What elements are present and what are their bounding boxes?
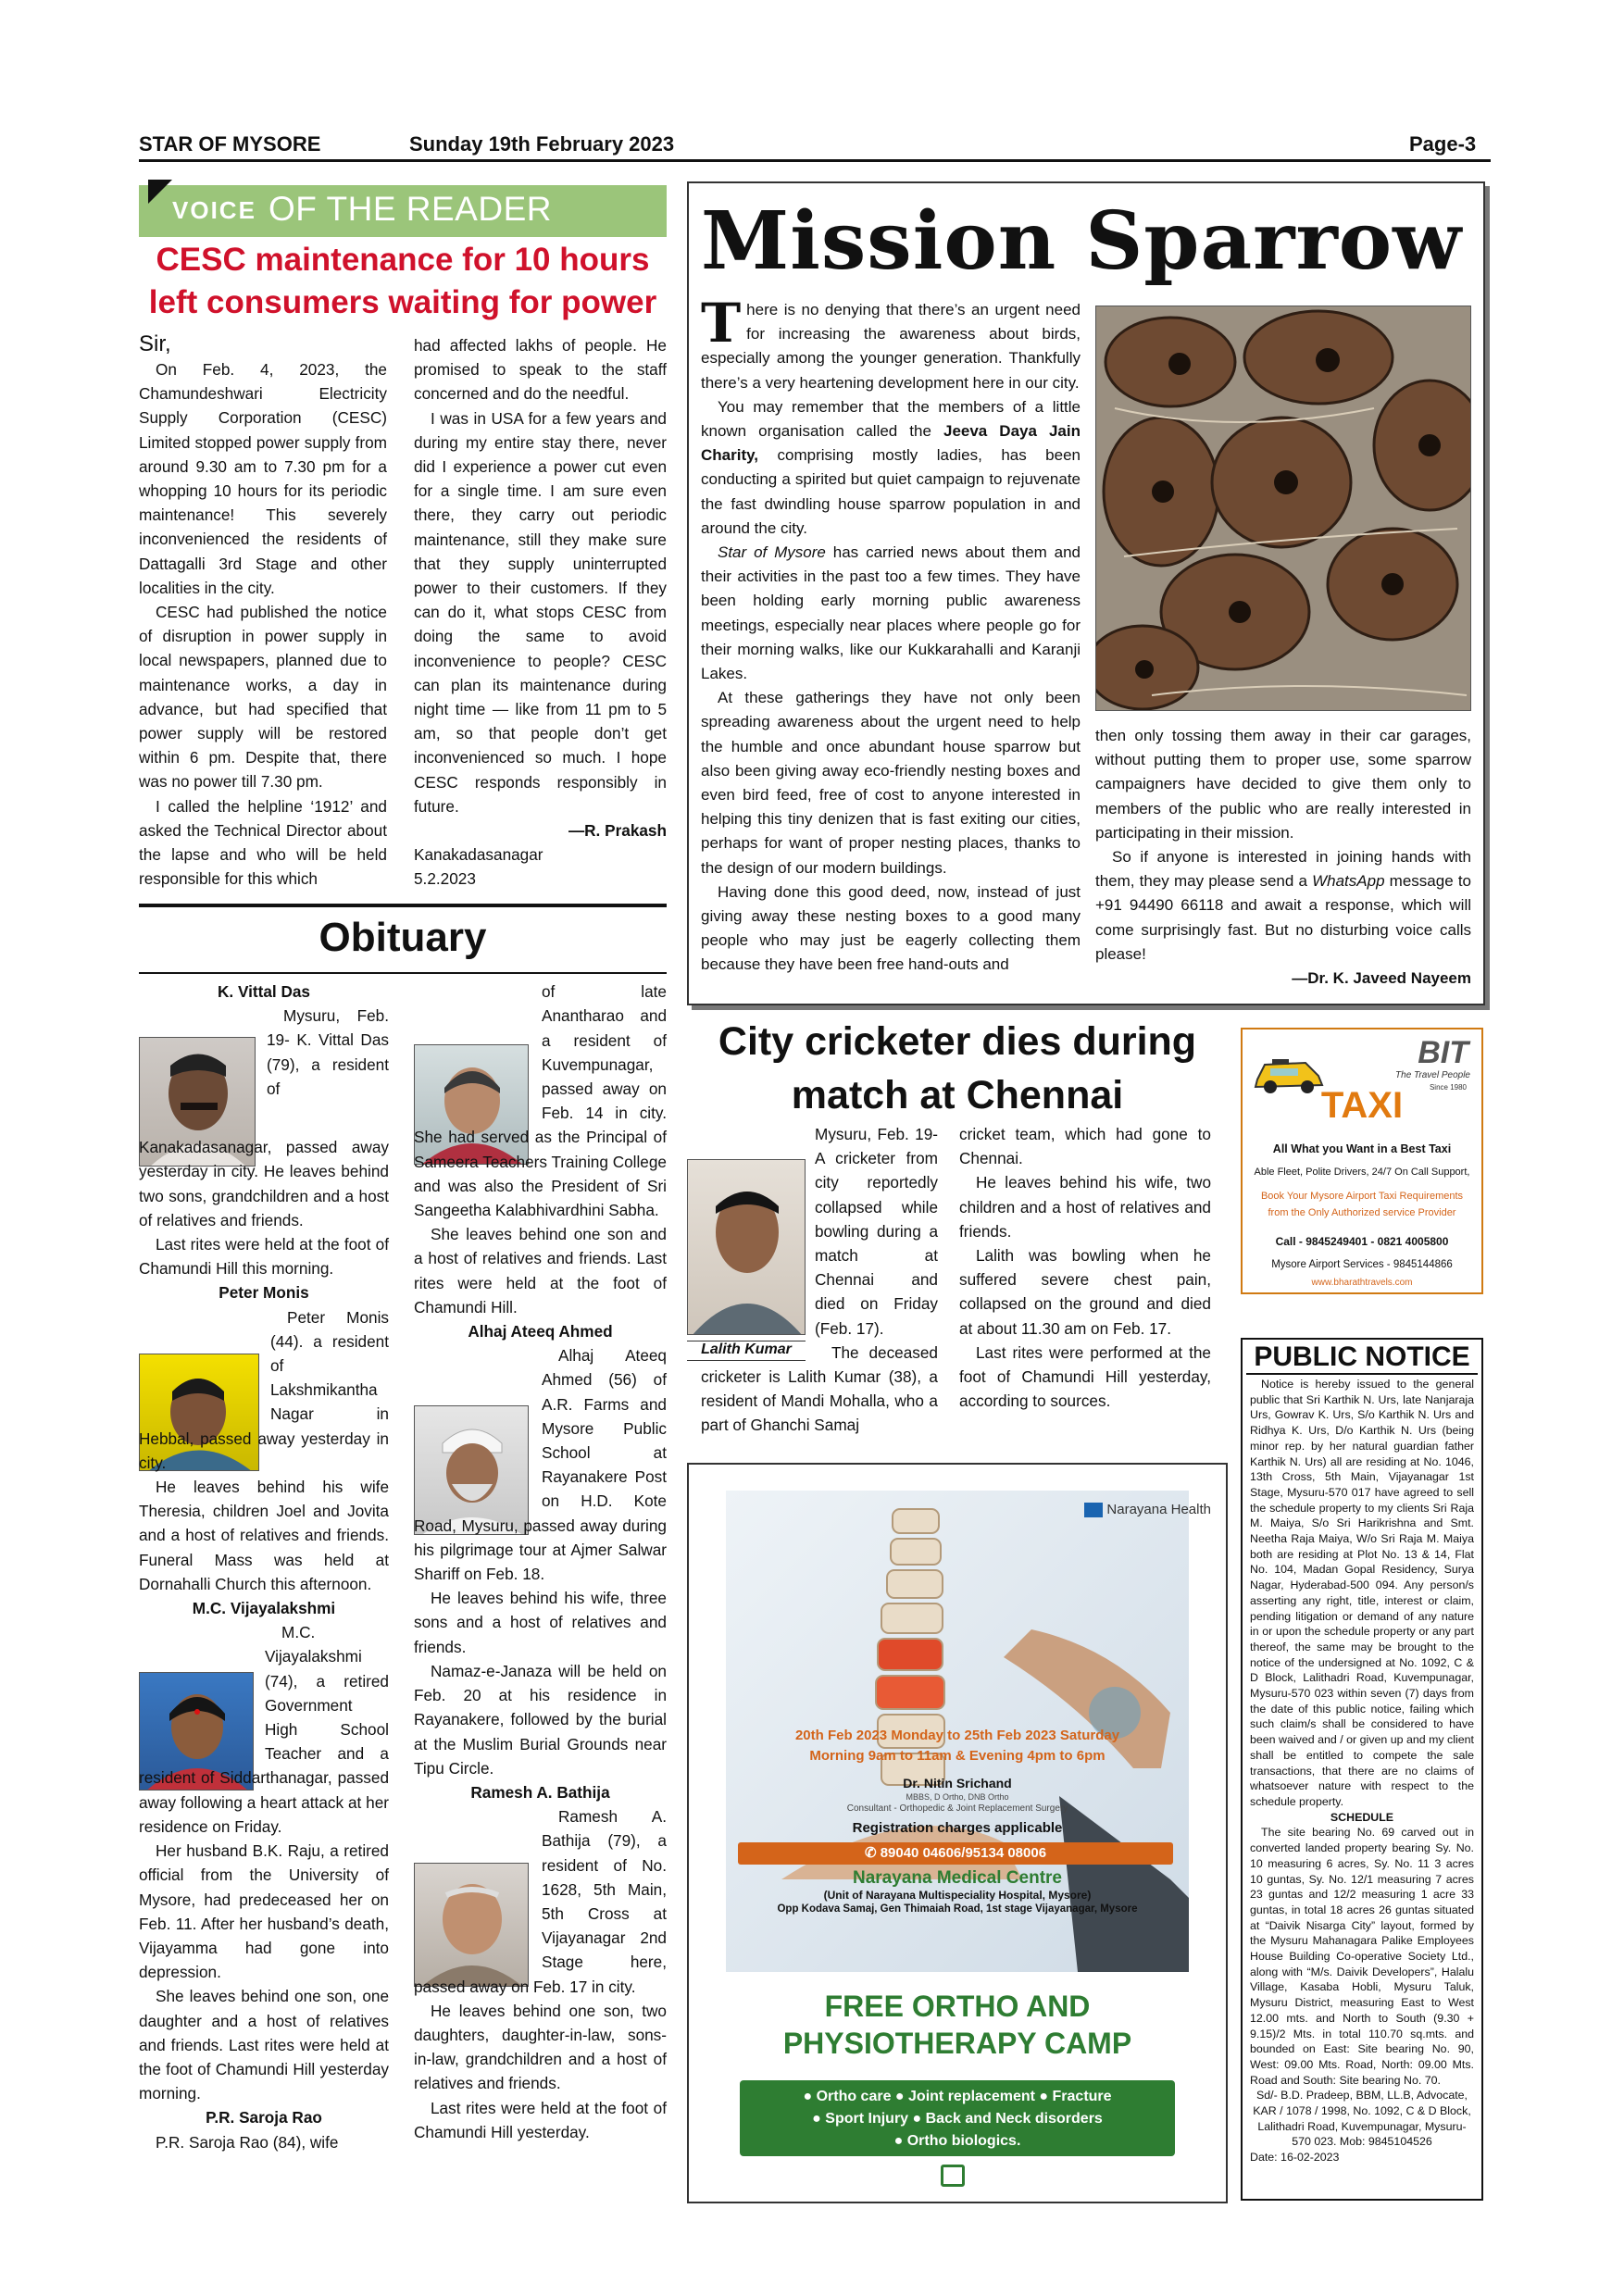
cricket-headline-line2: match at Chennai xyxy=(791,1073,1124,1117)
cricket-paragraph: The deceased cricketer is Lalith Kumar (38), a resident of Mandi Mohalla, who a part of Ghanchi Samaj xyxy=(701,1342,938,1435)
ortho-headline-line2: PHYSIOTHERAPY CAMP xyxy=(782,2027,1132,2060)
editorial-paragraph: At these gatherings they have not only been spreading awareness about the urgent need to help the humble and once abundant house sparrow but also been giving away eco-friendly nesting boxes and even bird feed, free of cost to anyone interested in helping this tiny denizen that is fast exiting our cities, perhaps for want of proper nesting places, thanks to the design of our modern buildings. xyxy=(701,689,1081,877)
ortho-registration: Registration charges applicable xyxy=(852,1820,1063,1836)
editorial-title: Mission Sparrow xyxy=(701,194,1463,288)
taxi-tagline: The Travel People xyxy=(1395,1070,1470,1080)
voice-paragraph: CESC had published the notice of disruption in power supply in local newspapers, planned due to maintenance works, a day in advance, but had specified that power supply will be restored within 6 pm. Despite that, there was no power till 7.30 pm. xyxy=(139,603,387,792)
letter-place: Kanakadasanagar xyxy=(414,845,543,865)
voice-paragraph: had affected lakhs of people. He promised to speak to the staff concerned and do the needful. xyxy=(414,336,667,404)
cricket-paragraph: He leaves behind his wife, two children and a host of relatives and friends. xyxy=(959,1173,1211,1241)
public-notice-title: PUBLIC NOTICE xyxy=(1246,1341,1478,1375)
obituary-entry xyxy=(139,1004,389,1280)
ortho-service-line: ● Ortho biologics. xyxy=(893,2133,1021,2149)
cricket-headline xyxy=(687,1015,1228,1122)
section-rule xyxy=(139,904,667,907)
editorial-paragraph: Having done this good deed, now, instead of just giving away these nesting boxes to a good many people who may just be eagerly collecting them because they have been free hand-outs and xyxy=(701,882,1081,974)
obituary-text: Alhaj Ateeq Ahmed (56) of A.R. Farms and Mysore Public School at Rayanakere Post on H.D. Kote Road, Mysuru, passed away during his pilgrimage tour at Ajmer Salwar Shariff on Feb. 18. xyxy=(414,1346,667,1584)
ortho-doctor: Dr. Nitin Srichand xyxy=(903,1776,1012,1791)
page-number: Page-3 xyxy=(1409,132,1477,156)
obituary-column-2 xyxy=(414,980,667,2144)
advocate-signature: Sd/- B.D. Pradeep, BBM, LL.B, Advocate, KAR / 1078 / 1998, No. 1092, C & D Block, Lalithadri Road, Kuvempunagar, Mysuru-570 023. Mob: 9845104526 xyxy=(1253,2089,1471,2149)
obituary-name: Alhaj Ateeq Ahmed xyxy=(468,1322,613,1341)
ortho-headline xyxy=(689,1988,1226,2062)
cricket-column-2 xyxy=(959,1122,1211,1413)
taxi-line: Able Fleet, Polite Drivers, 24/7 On Call Support, xyxy=(1254,1167,1470,1178)
obituary-name: Ramesh A. Bathija xyxy=(470,1782,610,1802)
obituary-text: Last rites were held at the foot of Chamundi Hill yesterday. xyxy=(414,2098,667,2141)
obituary-name: K. Vittal Das xyxy=(218,982,310,1001)
schedule-heading: SCHEDULE xyxy=(1330,1810,1394,1824)
voice-headline xyxy=(139,239,667,324)
taxi-advertisement xyxy=(1241,1028,1483,1294)
obituary-entry xyxy=(139,1620,389,2105)
obituary-rule xyxy=(139,972,667,974)
obituary-text: Ramesh A. Bathija (79), a resident of No. 1628, 5th Main, 5th Cross at Vijayanagar 2nd Stage here, passed away on Feb. 17 in city. xyxy=(414,1807,667,1996)
obituary-text: M.C. Vijayalakshmi (74), a retired Government High School Teacher and a resident of Siddarthanagar, passed away following a heart attack at her residence on Friday. xyxy=(139,1623,389,1836)
letter-signature: —R. Prakash xyxy=(568,821,667,841)
schedule-text: The site bearing No. 69 carved out in converted landed property bearing Sy. No. 10 measuring 6 acres, Sy. No. 11 3 acres 10 guntas, Sy. No. 12/1 measuring 7 acres 23 guntas and 12/2 measuring 1 acre 33 guntas, in total 18 acres 26 guntas situated at “Daivik Nisarga City” layout, formed by the Mysuru Mahanagara Palike Employees House Building Co-operative Society Ltd., along with “M/s. Daivik Developers”, Halalu Village, Kasaba Hobli, Mysuru Taluk, Mysuru District, measuring East to West 12.00 mts. and North to South (9.30 + 9.15)/2 Mts. in total 110.70 sq.mts. and bounded on East: Site bearing No. 90, West: 09.00 Mts. Road, North: 09.00 Mts. Road and South: Site bearing No. 70. xyxy=(1250,1826,1474,2087)
obituary-text: Her husband B.K. Raju, a retired official from the University of Mysore, had predeceased her on Feb. 11. After her husband’s death, Vijayamma had gone into depression. xyxy=(139,1841,389,1982)
issue-date: Sunday 19th February 2023 xyxy=(409,132,675,156)
obituary-text: Last rites were held at the foot of Chamundi Hill this morning. xyxy=(139,1235,389,1279)
ortho-doctor-qualification: MBBS, D Ortho, DNB Ortho xyxy=(906,1792,1009,1802)
cricketer-caption: Lalith Kumar xyxy=(687,1341,806,1361)
calendar-icon xyxy=(941,2165,965,2187)
obituary-entry xyxy=(414,1343,667,1780)
obituary-entry xyxy=(139,1305,389,1596)
ortho-services xyxy=(740,2080,1175,2156)
ortho-centre-name: Narayana Medical Centre xyxy=(853,1868,1062,1888)
editorial-paragraph: There is no denying that there’s an urgent need for increasing the awareness about birds, especially among the younger generation. Thankfully there’s a very heartening development here in our city. xyxy=(701,292,1081,392)
taxi-phone: Call - 9845249401 - 0821 4005800 xyxy=(1275,1235,1449,1248)
public-notice-paragraph: Notice is hereby issued to the general public that Sri Karthik N. Urs, late Nanjaraja Urs, Gowrav K. Urs, S/o Karthik N. Urs and Ridhya K. Urs, D/o Karthik N. Urs (being minor rep. by her natural guardian father Karthik N. Urs) all are residing at No. 1046, 13th Cross, 5th Main, Vijayanagar 1st Stage, Mysuru-570 017 have agreed to sell the schedule property to my clients Sri Raja M. Maiya, S/o Sri Harikrishna and Smt. Neetha Raja Maiya, W/o Sri Raja M. Maiya both are residing at Plot No. 13 & 14, Flat No. 104, Madan Gopal Residency, Surya Nagar, Hyderabad-500 094. Any person/s asserting any right, title, interest or claim, pending litigation or demand of any nature in or upon the schedule property or any part thereof, the same may be brought to the notice of the undersigned at No. 1092, C & D Block, Lalithadri Road, Kuvempunagar, Mysuru-570 023 within seven (7) days from the date of this public notice, failing which such claim/s shall be considered to have been waived and / or given up and my client shall be entitled to compete the sale transactions, that there are no claims of whatsoever nature with respect to the schedule property. xyxy=(1250,1378,1474,1808)
editorial-paragraph: You may remember that the members of a little known organisation called the Jeeva Daya Jain Charity, comprising mostly ladies, has been conducting a spirited but quiet campaign to rejuvenate the fast dwindling house sparrow population in and around the city. xyxy=(701,397,1081,537)
cricket-column-1 xyxy=(701,1122,938,1438)
obituary-text: She leaves behind one son, one daughter and a host of relatives and friends. Last rites were held at the foot of Chamundi Hill yesterday morning. xyxy=(139,1987,389,2103)
ortho-phone: ✆ 89040 04606/95134 08006 xyxy=(738,1842,1173,1865)
obituary-title: Obituary xyxy=(319,915,487,960)
obituary-entry xyxy=(414,980,667,1319)
narayana-logo-icon xyxy=(1084,1503,1103,1517)
taxi-line: All What you Want in a Best Taxi xyxy=(1272,1142,1452,1155)
drop-cap: T xyxy=(701,292,742,355)
ortho-timing: Morning 9am to 11am & Evening 4pm to 6pm xyxy=(809,1748,1106,1764)
ortho-unit: (Unit of Narayana Multispeciality Hospital, Mysore) xyxy=(823,1889,1092,1902)
obituary-name: P.R. Saroja Rao xyxy=(206,2108,322,2128)
voice-paragraph: I was in USA for a few years and during my entire stay there, never did I experience a power cut even for a single time. I am sure even there, they carry out periodic maintenance, still they make sure that they supply uninterrupted power to their customers. If they can do it, what stops CESC from doing the same to avoid inconvenience to people? CESC can plan its maintenance during night time — like from 11 pm to 5 am, so that people don’t get inconvenienced so much. I hope CESC responds responsibly in future. xyxy=(414,408,667,816)
taxi-brand-logo: BIT xyxy=(1418,1035,1468,1070)
obituary-text: Namaz-e-Janaza will be held on Feb. 20 at his residence in Rayanakere, followed by the burial at the Muslim Burial Grounds near Tipu Circle. xyxy=(414,1661,667,1778)
editorial-signature: —Dr. K. Javeed Nayeem xyxy=(1292,969,1471,988)
editorial-column-2 xyxy=(1095,724,1471,991)
public-notice-box xyxy=(1241,1338,1483,2201)
taxi-airport: Mysore Airport Services - 9845144866 xyxy=(1271,1259,1453,1270)
ortho-doctor-role: Consultant - Orthopedic & Joint Replacement Surgery xyxy=(846,1803,1068,1814)
voice-column-1 xyxy=(139,331,387,891)
obituary-name: Peter Monis xyxy=(219,1283,309,1303)
obituary-text: of late Anantharao and a resident of Kuvempunagar, passed away on Feb. 14 in city. She had served as the Principal of Sameera Teachers Training College and was also the President of Sri Sangeetha Kalabhivardhini Sabha. xyxy=(414,982,667,1220)
editorial-paragraph: Star of Mysore has carried news about them and their activities in the past too a few times. They have been holding early morning public awareness meetings, especially near places where people go for their morning walks, like our Kukkarahalli and Karanji Lakes. xyxy=(701,543,1081,683)
taxi-website: www.bharathtravels.com xyxy=(1311,1278,1413,1288)
taxi-line: from the Only Authorized service Provider xyxy=(1268,1207,1456,1218)
taxi-line: Book Your Mysore Airport Taxi Requirements xyxy=(1260,1191,1464,1202)
obituary-text: She leaves behind one son and a host of relatives and friends. Last rites were held at the foot of Chamundi Hill. xyxy=(414,1225,667,1316)
obituary-text: He leaves behind his wife Theresia, children Joel and Jovita and a host of relatives and friends. Funeral Mass was held at Dornahalli Church this afternoon. xyxy=(139,1478,389,1593)
editorial-paragraph: then only tossing them away in their car garages, without putting them to proper use, some sparrow campaigners have decided to give them only to members of the public who are really interested in participating in their mission. xyxy=(1095,727,1471,842)
obituary-entry xyxy=(414,1804,667,2144)
cricket-paragraph: Last rites were performed at the foot of Chamundi Hill yesterday, according to sources. xyxy=(959,1342,1211,1411)
voice-headline-line2: left consumers waiting for power xyxy=(148,284,657,320)
paper-name: STAR OF MYSORE xyxy=(139,132,321,156)
obituary-name: M.C. Vijayalakshmi xyxy=(192,1599,336,1618)
nesting-boxes-photo xyxy=(1095,306,1471,711)
ortho-address: Opp Kodava Samaj, Gen Thimaiah Road, 1st stage Vijayanagar, Mysore xyxy=(777,1903,1138,1915)
obituary-text: Mysuru, Feb. 19- K. Vittal Das (79), a resident of Kanakadasanagar, passed away yesterday in city. He leaves behind two sons, grandchildren and a host of relatives and friends. xyxy=(139,1006,389,1229)
phone-icon: ✆ xyxy=(864,1845,881,1861)
public-notice-body xyxy=(1243,1375,1481,2165)
ortho-service-line: ● Ortho care ● Joint replacement ● Fracture xyxy=(803,2089,1112,2104)
voice-paragraph: On Feb. 4, 2023, the Chamundeshwari Electricity Supply Corporation (CESC) Limited stopped power supply from around 9.30 am to 7.30 pm for a whopping 10 hours for its periodic maintenance! This severely inconvenienced the residents of Dattagalli 3rd Stage and other localities in the city. xyxy=(139,360,387,597)
voice-tag-big: OF THE READER xyxy=(269,190,552,228)
taxi-since: Since 1980 xyxy=(1429,1083,1467,1092)
taxi-word: TAXI xyxy=(1320,1085,1404,1126)
editorial-column-1 xyxy=(701,292,1081,978)
obituary-text: He leaves behind one son, two daughters, daughter-in-law, sons-in-law, grandchildren and a host of relatives and friends. xyxy=(414,2001,667,2093)
cricket-paragraph: Lalith was bowling when he suffered severe chest pain, collapsed on the ground and died at about 11.30 am on Feb. 17. xyxy=(959,1246,1211,1338)
obituary-column-1 xyxy=(139,980,389,2154)
voice-paragraph: I called the helpline ‘1912’ and asked the Technical Director about the lapse and who will be held responsible for this which xyxy=(139,796,387,889)
notice-date: Date: 16-02-2023 xyxy=(1250,2151,1340,2165)
narayana-logo: Narayana Health xyxy=(1084,1502,1211,1517)
voice-column-2 xyxy=(414,333,667,892)
letter-date: 5.2.2023 xyxy=(414,869,476,889)
obituary-text: P.R. Saroja Rao (84), wife xyxy=(156,2132,339,2152)
voice-tag: VOICE xyxy=(172,196,256,224)
voice-headline-line1: CESC maintenance for 10 hours xyxy=(156,242,650,278)
cricket-paragraph: cricket team, which had gone to Chennai. xyxy=(959,1125,1211,1168)
salutation: Sir, xyxy=(139,331,171,356)
editorial-paragraph: So if anyone is interested in joining hands with them, they may please send a WhatsApp message to +91 94490 66118 and await a response, which will come surprisingly fast. But no disturbing voice calls please! xyxy=(1095,848,1471,963)
voice-corner-mark xyxy=(148,180,172,204)
cricket-paragraph: Mysuru, Feb. 19- A cricketer from city reportedly collapsed while bowling during a match at Chennai and died on Friday (Feb. 17). xyxy=(815,1125,938,1338)
cricket-headline-line1: City cricketer dies during xyxy=(718,1019,1197,1064)
ortho-service-line: ● Sport Injury ● Back and Neck disorders xyxy=(812,2111,1103,2127)
obituary-text: Peter Monis (44). a resident of Lakshmikantha Nagar in Hebbal, passed away yesterday in city. xyxy=(139,1307,389,1472)
ortho-headline-line1: FREE ORTHO AND xyxy=(824,1990,1091,2023)
obituary-text: He leaves behind his wife, three sons and a host of relatives and friends. xyxy=(414,1589,667,1656)
header-rule xyxy=(139,159,1491,162)
ortho-dates: 20th Feb 2023 Monday to 25th Feb 2023 Saturday xyxy=(794,1728,1120,1743)
